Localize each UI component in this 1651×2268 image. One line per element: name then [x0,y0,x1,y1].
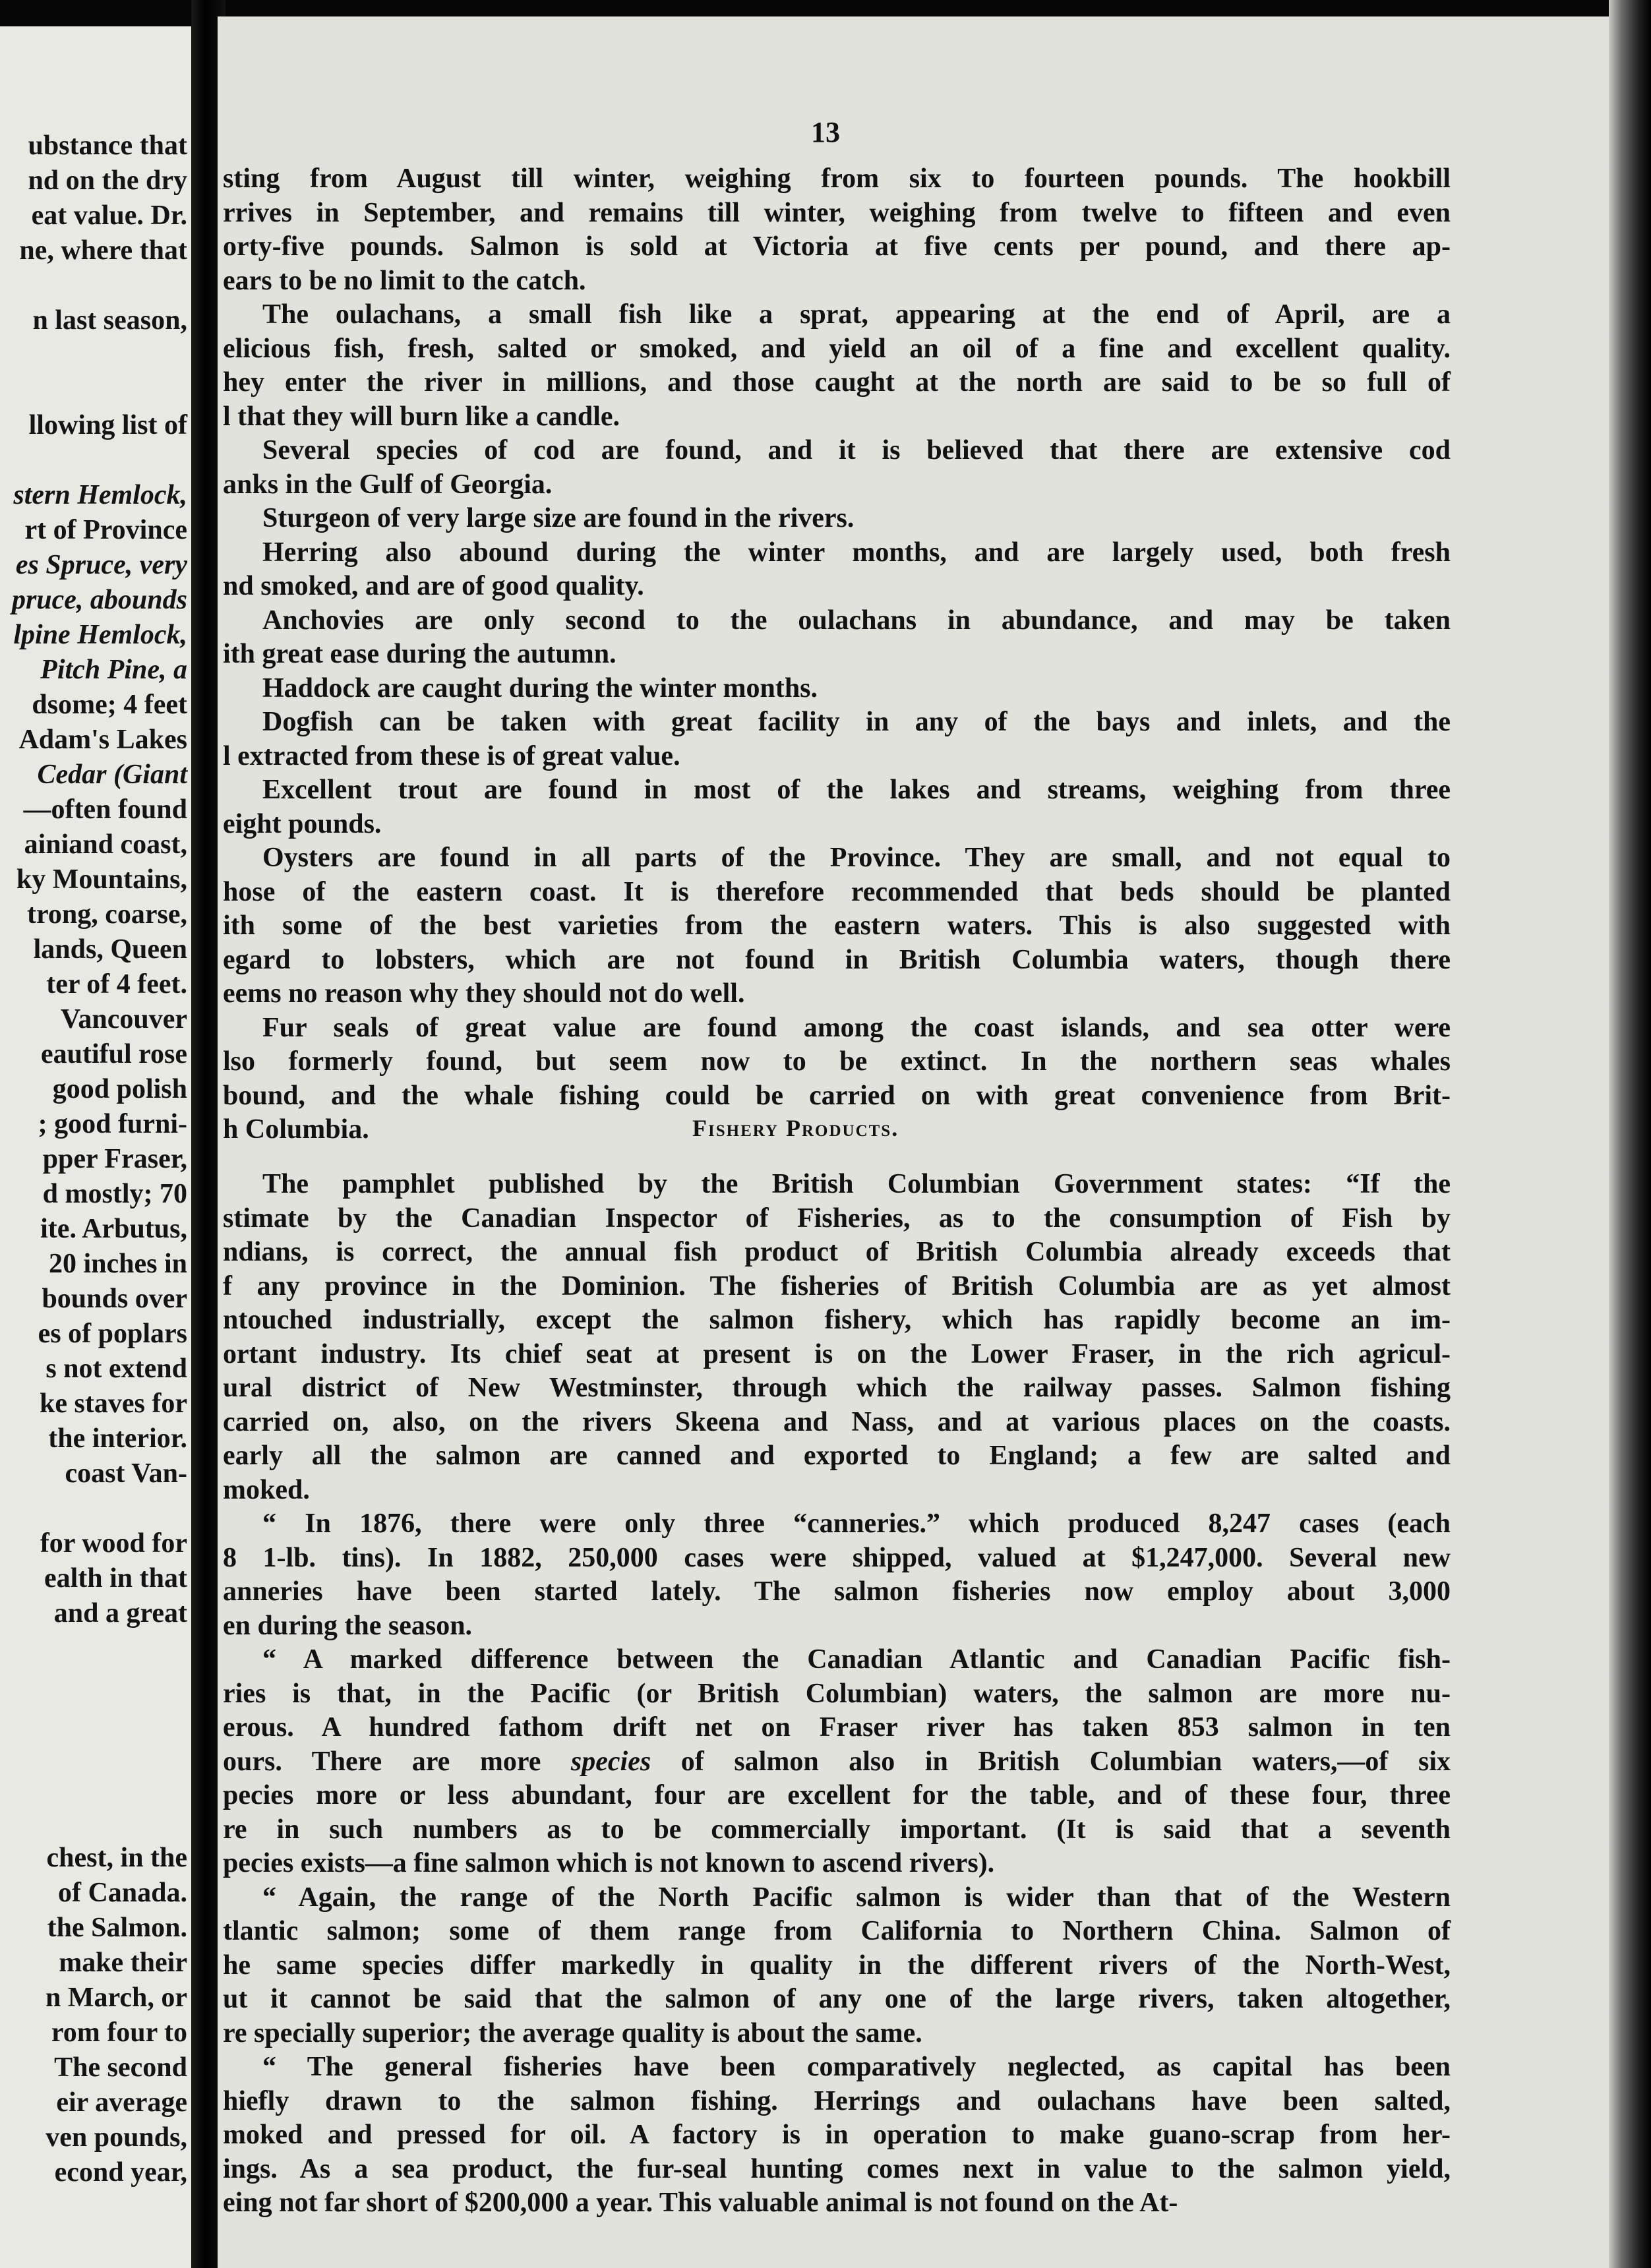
facing-page-line: coast Van- [65,1458,187,1489]
facing-page-line: n March, or [45,1983,187,2013]
facing-page-line: ky Mountains, [16,864,187,895]
facing-page-line: eautiful rose [40,1039,187,1069]
facing-page-line: for wood for [40,1528,187,1559]
facing-page-line: the Salmon. [47,1913,187,1943]
text-line: eing not far short of $200,000 a year. This valuable animal is not found on the At- [223,2188,1178,2218]
facing-page-line: eat value. Dr. [31,200,187,231]
text-line: The pamphlet published by the British Columbian Government states: “If the [262,1169,1451,1199]
facing-page-line: of Canada. [57,1878,187,1908]
facing-page-line: ite. Arbutus, [40,1214,187,1244]
text-line: orty-five pounds. Salmon is sold at Victoria at five cents per pound, and there ap- [223,231,1451,262]
text-line: pecies exists—a fine salmon which is not known to ascend rivers). [223,1848,995,1878]
text-line: l extracted from these is of great value. [223,740,680,771]
text-line: The oulachans, a small fish like a sprat, appearing at the end of April, are a [262,299,1451,330]
text-line: moked and pressed for oil. A factory is in operation to make guano-scrap from her- [223,2120,1451,2150]
facing-page-line: good polish [52,1074,187,1104]
text-line: he same species differ markedly in quality in the different rivers of the North-West, [223,1950,1451,1981]
facing-page-line: nd on the dry [28,165,187,196]
text-line: h Columbia. [223,1114,369,1145]
text-line: eems no reason why they should not do well. [223,978,745,1009]
text-line: moked. [223,1474,310,1505]
document-page [218,16,1609,2268]
text-line: tlantic salmon; some of them range from California to Northern China. Salmon of [223,1916,1451,1946]
text-line: egard to lobsters, which are not found in British Columbia waters, though there [223,944,1451,975]
text-line: re specially superior; the average quality is about the same. [223,2017,922,2048]
text-line: “ In 1876, there were only three “canneries.” which produced 8,247 cases (each [262,1508,1451,1539]
text-line: anks in the Gulf of Georgia. [223,469,553,500]
facing-page-line: stern Hemlock, [13,480,187,510]
text-line: ours. There are more species of salmon also in British Columbian waters,—of six [223,1746,1451,1777]
text-line: l that they will burn like a candle. [223,401,620,432]
text-line: Anchovies are only second to the oulachans in abundance, and may be taken [262,605,1451,636]
text-line: Sturgeon of very large size are found in the rivers. [262,503,855,533]
facing-page-line: rom four to [51,2017,187,2048]
facing-page-line: chest, in the [46,1843,187,1873]
facing-page-line: ter of 4 feet. [46,969,187,1000]
text-line: anneries have been started lately. The salmon fisheries now employ about 3,000 [223,1576,1451,1607]
text-line: pecies more or less abundant, four are excellent for the table, and of these four, three [223,1780,1451,1810]
text-line: elicious fish, fresh, salted or smoked, and yield an oil of a fine and excellent quality. [223,333,1451,364]
facing-page-line: pruce, abounds [11,585,187,615]
text-line: “ Again, the range of the North Pacific salmon is wider than that of the Western [262,1882,1451,1913]
text-line: Oysters are found in all parts of the Province. They are small, and not equal to [262,843,1451,873]
text-line: rrives in September, and remains till winter, weighing from twelve to fifteen and even [223,197,1451,228]
text-line: Herring also abound during the winter months, and are largely used, both fresh [262,537,1451,568]
page-edge [1609,0,1651,2268]
text-line: ut it cannot be said that the salmon of any one of the large rivers, taken altogether, [223,1984,1451,2014]
text-line: re in such numbers as to be commercially important. (It is said that a seventh [223,1814,1451,1845]
text-line: bound, and the whale fishing could be carried on with great convenience from Brit- [223,1080,1451,1111]
text-line: ears to be no limit to the catch. [223,265,586,296]
section-heading: Fishery Products. [692,1115,899,1141]
facing-page-line: and a great [53,1598,187,1628]
text-line: nd smoked, and are of good quality. [223,571,644,601]
text-line: “ The general fisheries have been comparatively neglected, as capital has been [262,2052,1451,2082]
facing-page-line: eir average [56,2087,187,2118]
facing-page-line: 20 inches in [48,1249,187,1279]
text-line: early all the salmon are canned and exported to England; a few are salted and [223,1441,1451,1471]
facing-page-line: n last season, [32,305,187,336]
text-line: carried on, also, on the rivers Skeena and Nass, and at various places on the coasts. [223,1406,1451,1437]
page-number: 13 [811,116,840,148]
facing-page-line: lands, Queen [33,934,187,965]
text-line: ith some of the best varieties from the eastern waters. This is also suggested with [223,910,1451,941]
facing-page-line: rt of Province [24,515,187,545]
text-line: eight pounds. [223,808,382,839]
facing-page-line: s not extend [45,1354,187,1384]
text-line: “ A marked difference between the Canadian Atlantic and Canadian Pacific fish- [262,1644,1451,1675]
text-line: 8 1-lb. tins). In 1882, 250,000 cases were shipped, valued at $1,247,000. Several new [223,1542,1451,1573]
text-line: Haddock are caught during the winter months. [262,672,818,703]
facing-page-line: dsome; 4 feet [32,690,187,720]
facing-page-line: es Spruce, very [15,550,187,580]
text-line: hose of the eastern coast. It is therefore recommended that beds should be planted [223,876,1451,907]
text-line: ortant industry. Its chief seat at present is on the Lower Fraser, in the rich agricul- [223,1338,1451,1369]
facing-page-line: Cedar (Giant [37,760,187,790]
facing-page-line: The second [54,2052,187,2083]
facing-page-line: ven pounds, [45,2122,187,2153]
facing-page-line: trong, coarse, [27,899,187,930]
facing-page-line: make their [59,1948,187,1978]
text-line: ries is that, in the Pacific (or British Columbian) waters, the salmon are more nu- [223,1678,1451,1709]
facing-page-line: ; good furni- [38,1109,187,1139]
facing-page-line: pper Fraser, [42,1144,187,1174]
facing-page-line: econd year, [54,2157,187,2188]
facing-page-line: d mostly; 70 [42,1179,187,1209]
facing-page-line: Vancouver [60,1004,187,1034]
text-line: erous. A hundred fathom drift net on Fraser river has taken 853 salmon in ten [223,1712,1451,1743]
text-line: ith great ease during the autumn. [223,639,616,669]
text-line: Dogfish can be taken with great facility in any of the bays and inlets, and the [262,707,1451,737]
facing-page-line: llowing list of [28,410,187,440]
facing-page-line: ne, where that [19,235,187,266]
text-line: stimate by the Canadian Inspector of Fisheries, as to the consumption of Fish by [223,1203,1451,1234]
facing-page-line: ubstance that [28,131,187,161]
text-line: en during the season. [223,1610,473,1641]
facing-page-line: the interior. [48,1423,187,1454]
text-line: sting from August till winter, weighing from six to fourteen pounds. The hookbill [223,164,1451,194]
text-line: ndians, is correct, the annual fish product of British Columbia already exceeds that [223,1237,1451,1267]
text-line: hiefly drawn to the salmon fishing. Herrings and oulachans have been salted, [223,2085,1451,2116]
facing-page-line: es of poplars [38,1319,187,1349]
text-line: hey enter the river in millions, and those caught at the north are said to be so full of [223,367,1451,398]
text-line: Several species of cod are found, and it is believed that there are extensive cod [262,435,1451,465]
facing-page-line: lpine Hemlock, [13,620,187,650]
facing-page-line: ke staves for [40,1388,187,1419]
facing-page-line: Adam's Lakes [18,725,187,755]
facing-page-line: bounds over [42,1284,187,1314]
facing-page-line: ealth in that [44,1563,187,1594]
facing-page-line: ainiand coast, [24,829,187,860]
text-line: lso formerly found, but seem now to be extinct. In the northern seas whales [223,1046,1451,1077]
facing-page-fragment [0,26,191,2268]
text-line: Excellent trout are found in most of the lakes and streams, weighing from three [262,775,1451,805]
text-line: ntouched industrially, except the salmon fishery, which has rapidly become an im- [223,1305,1451,1335]
text-line: ings. As a sea product, the fur-seal hunting comes next in value to the salmon yield, [223,2153,1451,2184]
facing-page-line: Pitch Pine, a [40,655,187,685]
facing-page-line: —often found [23,794,187,825]
text-line: Fur seals of great value are found among the coast islands, and sea otter were [262,1012,1451,1043]
text-line: ural district of New Westminster, through which the railway passes. Salmon fishing [223,1373,1451,1403]
text-line: f any province in the Dominion. The fisheries of British Columbia are as yet almost [223,1270,1451,1301]
